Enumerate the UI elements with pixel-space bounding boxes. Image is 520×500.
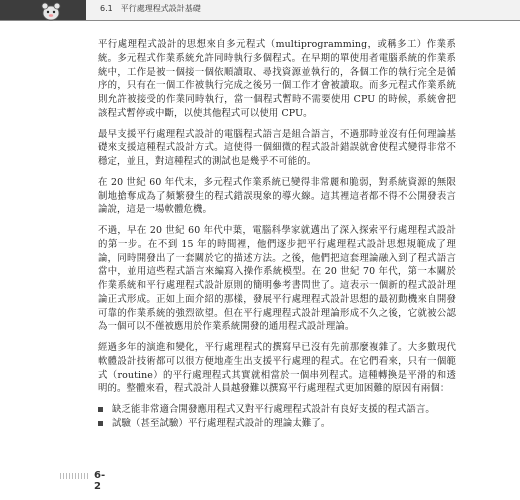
paragraph: 不過，早在 20 世紀 60 年代中葉，電腦科學家就邁出了深入探索平行處理程式設計的第一步。在不到 15 年的時間裡，他們逐步把平行處理程式設計思想規範成了理論，同時開發出了一套關於它的描述方法。之後，他們把這套理論融入到了程式語言當中，並用這些程式語言來編寫入操作系統模型。在 20 世紀 70 年代，第一本關於作業系統和平行處理程式設計原則的簡明參考書問世了。這表示一個新的程式設計理論正式形成。正如上面介紹的那樣，發展平行處理程式設計思想的最初動機來自開發可靠的作業系統的強烈欲望。但在平行處理程式設計理論形成不久之後，它就被公認為一個可以不僅被應用於作業系統開發的通用程式設計理論。 [98,225,456,333]
running-header [0,0,520,21]
bullet-item [98,417,456,431]
header-section-number: 6.1 [100,4,113,13]
page-number: 6-2 [94,470,106,492]
bullet-text: 缺乏能非常適合開發應用程式又對平行處理程式設計有良好支援的程式語言。 [112,404,435,415]
square-bullet-icon [98,421,103,426]
paragraph: 在 20 世紀 60 年代末，多元程式作業系統已變得非常麗和脆弱，對系統資源的無限制地搶奪成為了頻繁發生的程式錯誤現象的導火線。這其裡這者都不得不公開發表言論說，這是一場軟體危機。 [98,176,456,216]
bullet-list [98,403,456,431]
paragraph: 最早支援平行處理程式設計的電腦程式語言是組合語言，不過那時並沒有任何理論基礎來支援這種程式設計方式。這使得一個細微的程式設計錯誤就會使程式變得非常不穩定，並且，對這種程式的測試也是幾乎不可能的。 [98,128,456,167]
header-section [100,3,201,14]
header-section-title: 平行處理程式設計基礎 [120,4,201,13]
paragraph: 平行處理程式設計的思想來自多元程式（multiprogramming，或稱多工）作業系統。多元程式作業系統允許同時執行多個程式。在早期的單使用者電腦系統的作業系統中，工作是被一個接一個依順讀取、尋找資源並執行的，各個工作的執行完全是循序的，只有在一個工作被執行完成之後另一個工作才會被讀取。而多元程式作業系統則允許被接受的作業同時執行，當一個程式暫時不需要使用 CPU 的時候，系統會把該程式暫停或中斷，以使其他程式可以使用 CPU。 [98,39,456,119]
paragraph: 經過多年的演進和變化，平行處理程式的撰寫早已沒有先前那麼複雜了。大多數現代軟體設計技術都可以很方便地產生出支援平行處理的程式。在它們看來，只有一個範式（routine）的平行處理程式其實就相當於一個串列程式。這種轉換是平滑的和透明的。整體來看，程式設計人員越發難以撰寫平行處理程式更加困難的原因有兩個： [98,342,456,395]
footer-rule [60,473,90,479]
square-bullet-icon [98,407,103,412]
bullet-item [98,403,456,417]
bullet-text: 試驗（甚至試驗）平行處理程式設計的理論太難了。 [112,417,331,429]
body-text [98,38,456,431]
mascot-icon [40,1,62,21]
